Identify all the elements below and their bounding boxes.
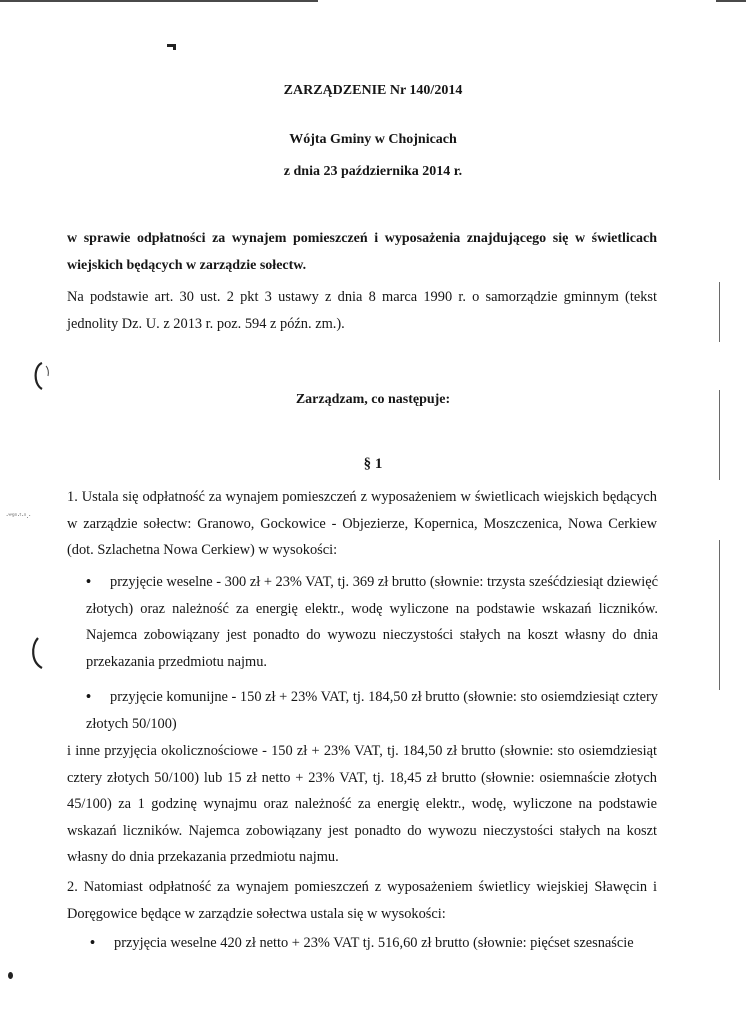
- point-1-other-events: i inne przyjęcia okolicznościowe - 150 zł + 23% VAT, tj. 184,50 zł brutto (słownie: sto osiemdziesiąt cztery złotych 50/100) lub 15 zł netto + 23% VAT, tj. 18,45 zł brutto (słownie: osiemnaście złotych 45/100) za 1 godzinę wynajmu oraz należność za energię elektr., wodę, wyliczone na podstawie wskazań liczników. Najemca zobowiązany jest ponadto do wywozu nieczystości stałych na koszt własny do dnia przekazania przedmiotu najmu.: [67, 743, 657, 865]
- point-1-intro: 1. Ustala się odpłatność za wynajem pomieszczeń z wyposażeniem w świetlicach wiejskich będących w zarządzie sołectw: Granowo, Gockowice - Objezierze, Kopernica, Moszczenica, Nowa Cerkiew (dot. Szlachetna Nowa Cerkiew) w wysokości:: [67, 489, 657, 558]
- bullet-icon: •: [90, 935, 96, 951]
- list-item: [86, 569, 658, 675]
- bullet-icon: •: [86, 574, 92, 590]
- legal-basis: Na podstawie art. 30 ust. 2 pkt 3 ustawy z dnia 8 marca 1990 r. o samorządzie gminnym (tekst jednolity Dz. U. z 2013 r. poz. 594 z późn. zm.).: [67, 289, 657, 332]
- section-heading: § 1: [363, 456, 383, 472]
- document-title: ZARZĄDZENIE Nr 140/2014: [283, 83, 463, 98]
- scan-margin-line: [719, 282, 720, 342]
- scan-speck: [8, 972, 13, 979]
- bullet-icon: •: [86, 689, 92, 705]
- list-item-text: przyjęcie komunijne - 150 zł + 23% VAT, tj. 184,50 zł brutto (słownie: sto osiemdziesiąt cztery złotych 50/100): [86, 689, 658, 732]
- scan-margin-line: [719, 540, 720, 690]
- list-item-text: przyjęcie weselne - 300 zł + 23% VAT, tj. 369 zł brutto (słownie: trzysta sześćdziesiąt dziewięć złotych) oraz należność za energię elektr., wodę wyliczone na podstawie wskazań liczników. Najemca zobowiązany jest ponadto do wywozu nieczystości stałych na koszt własny do dnia przekazania przedmiotu najmu.: [86, 574, 658, 670]
- list-item-text: przyjęcia weselne 420 zł netto + 23% VAT tj. 516,60 zł brutto (słownie: pięćset szesnaście: [114, 935, 634, 951]
- document-date: z dnia 23 października 2014 r.: [283, 164, 463, 179]
- decree-phrase: Zarządzam, co następuje:: [295, 392, 451, 407]
- scan-edge-line: [716, 0, 746, 2]
- point-1-bullets: [86, 569, 658, 737]
- point-2-intro: 2. Natomiast odpłatność za wynajem pomieszczeń z wyposażeniem świetlicy wiejskiej Sławęcin i Doręgowice będące w zarządzie sołectwa ustala się w wysokości:: [67, 879, 657, 922]
- scan-edge-line: [0, 0, 318, 2]
- document-issuer: Wójta Gminy w Chojnicach: [289, 132, 457, 147]
- punch-hole-mark: [28, 636, 50, 672]
- scan-noise: ·ʷᵍˢ·ᵗ·ˢ.·: [6, 512, 31, 520]
- scan-speck: [173, 44, 176, 50]
- list-item: [86, 684, 658, 737]
- document-subject: w sprawie odpłatności za wynajem pomieszczeń i wyposażenia znajdującego się w świetlicach wiejskich będących w zarządzie sołectw.: [67, 231, 657, 273]
- punch-hole-mark: [30, 360, 54, 392]
- point-2-bullets: [90, 930, 658, 957]
- list-item: [90, 930, 658, 957]
